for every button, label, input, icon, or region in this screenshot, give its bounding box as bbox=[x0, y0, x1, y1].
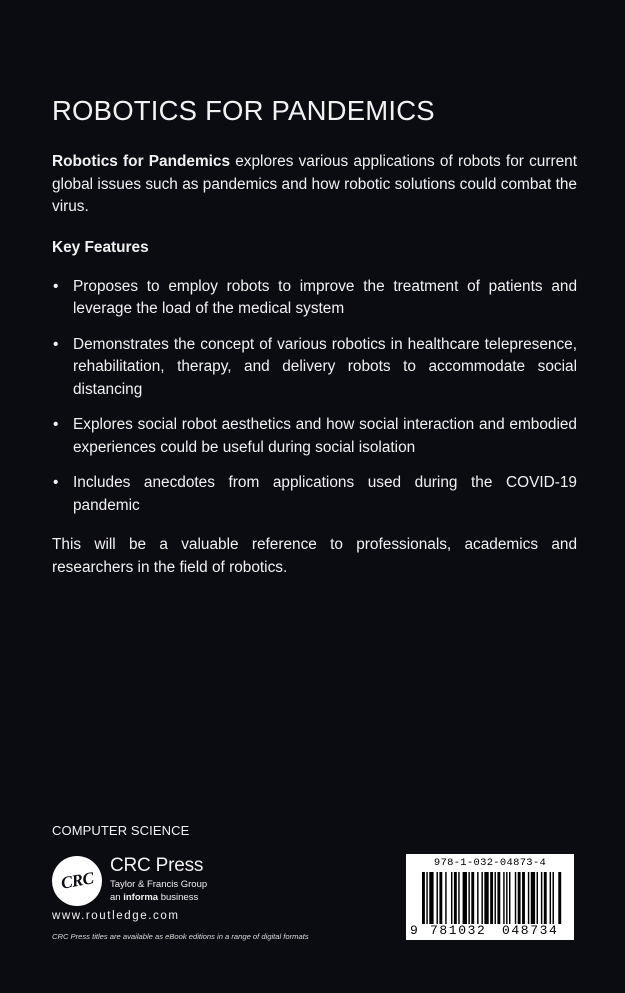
subject-category: COMPUTER SCIENCE bbox=[52, 823, 190, 838]
feature-text: Explores social robot aesthetics and how social interaction and embodied experiences could be useful during social isolation bbox=[73, 416, 577, 456]
bullet-icon: • bbox=[53, 277, 59, 295]
intro-paragraph bbox=[52, 151, 577, 219]
barcode-bar bbox=[495, 872, 496, 924]
informa-prefix: an bbox=[110, 892, 124, 903]
barcode-bar bbox=[558, 872, 561, 924]
barcode-bar bbox=[503, 872, 504, 924]
barcode-bar bbox=[481, 872, 482, 924]
barcode-bar bbox=[544, 872, 547, 924]
feature-item bbox=[52, 276, 577, 321]
barcode-bar bbox=[541, 872, 542, 924]
intro-book-name: Robotics for Pandemics bbox=[52, 153, 231, 170]
barcode-bar bbox=[468, 872, 469, 924]
barcode-bar bbox=[471, 872, 474, 924]
barcode-bar bbox=[445, 872, 446, 924]
barcode-bar bbox=[484, 872, 488, 924]
crc-logo-icon bbox=[52, 856, 102, 906]
barcode-bar bbox=[553, 872, 554, 924]
barcode-digits-left: 781032 bbox=[430, 923, 487, 938]
barcode-bar bbox=[509, 872, 510, 924]
barcode-bar bbox=[426, 872, 427, 924]
barcode-bar bbox=[531, 872, 535, 924]
barcode-bar bbox=[537, 872, 538, 924]
feature-item bbox=[52, 334, 577, 402]
bullet-icon: • bbox=[53, 474, 59, 491]
key-features-list bbox=[52, 276, 577, 518]
barcode-bar bbox=[515, 872, 516, 924]
feature-item bbox=[52, 472, 577, 517]
barcode-bar bbox=[497, 872, 500, 924]
barcode-bar bbox=[477, 872, 478, 924]
barcode-digit-lead: 9 bbox=[410, 923, 418, 938]
barcode-bar bbox=[518, 872, 521, 924]
barcode-bar bbox=[439, 872, 442, 924]
publisher-name: CRC Press bbox=[110, 855, 204, 876]
isbn-barcode bbox=[406, 854, 574, 940]
barcode-bar bbox=[463, 872, 467, 924]
barcode-digits-right: 048734 bbox=[502, 923, 559, 938]
bullet-icon: • bbox=[53, 416, 59, 433]
barcode-bar bbox=[451, 872, 452, 924]
feature-text: Demonstrates the concept of various robotics in healthcare telepresence, rehabilitation, therapy, and delivery robots to accommodate social distancing bbox=[73, 335, 577, 398]
publisher-group: Taylor & Francis Group bbox=[110, 879, 208, 890]
publisher-informa bbox=[110, 891, 207, 904]
publisher-block bbox=[110, 856, 207, 904]
barcode-bar bbox=[422, 872, 425, 924]
key-features-heading: Key Features bbox=[52, 238, 149, 256]
publisher-website: www.routledge.com bbox=[52, 910, 180, 922]
closing-paragraph: This will be a valuable reference to professionals, academics and researchers in the field of robotics. bbox=[52, 536, 577, 576]
crc-logo-text: CRC bbox=[59, 868, 95, 893]
barcode-bars bbox=[422, 872, 562, 924]
intro-text: explores various applications of robots for current global issues such as pandemics and how robotic solutions could combat the virus. bbox=[52, 153, 577, 215]
feature-item bbox=[52, 414, 577, 459]
back-cover-content bbox=[52, 94, 577, 579]
barcode-bar bbox=[522, 872, 525, 924]
informa-suffix: business bbox=[158, 892, 199, 903]
barcode-bar bbox=[528, 872, 529, 924]
isbn-number: 978-1-032-04873-4 bbox=[433, 857, 547, 869]
barcode-bar bbox=[429, 872, 433, 924]
barcode-bar bbox=[550, 872, 551, 924]
barcode-bar bbox=[506, 872, 507, 924]
barcode-bar bbox=[490, 872, 493, 924]
book-title: ROBOTICS FOR PANDEMICS bbox=[52, 95, 435, 126]
bullet-icon: • bbox=[53, 335, 59, 353]
ebook-note: CRC Press titles are available as eBook editions in a range of digital formats bbox=[52, 932, 309, 941]
barcode-bar bbox=[437, 872, 438, 924]
feature-text: Includes anecdotes from applications used during the COVID-19 pandemic bbox=[73, 474, 577, 514]
feature-text: Proposes to employ robots to improve the treatment of patients and leverage the load of the medical system bbox=[73, 277, 577, 317]
barcode-bar bbox=[454, 872, 457, 924]
informa-brand: informa bbox=[123, 892, 159, 903]
barcode-bar bbox=[458, 872, 459, 924]
